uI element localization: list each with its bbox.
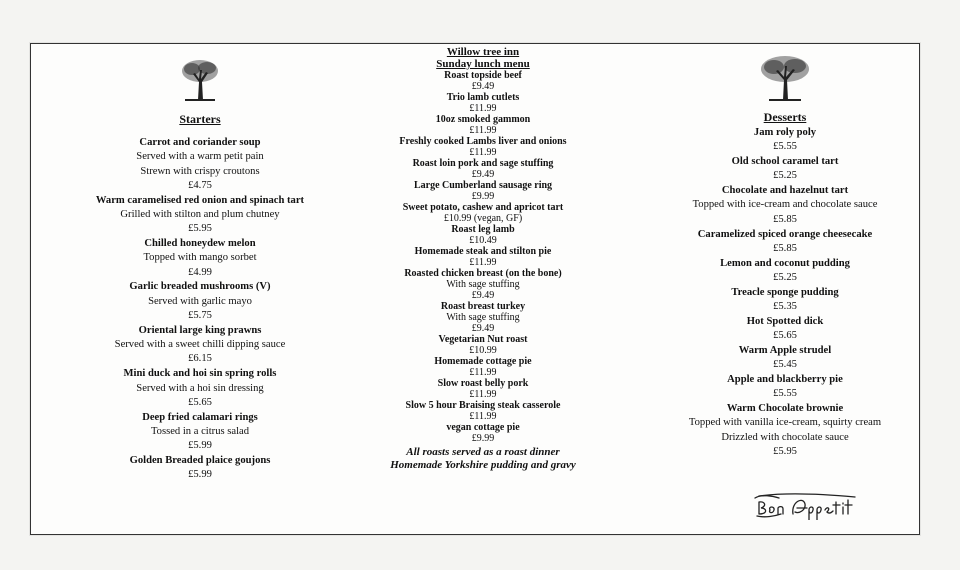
dish-price: £10.99 (vegan, GF) bbox=[443, 213, 523, 224]
dish-price: £5.85 bbox=[773, 242, 797, 254]
dish-price: £5.95 bbox=[773, 446, 797, 458]
dish-price: £5.99 bbox=[188, 469, 212, 481]
dish-price: £5.55 bbox=[773, 141, 797, 153]
dish-name: Caramelized spiced orange cheesecake bbox=[697, 228, 873, 240]
dish-description: Served with a sweet chilli dipping sauce bbox=[114, 339, 286, 351]
dish-description: Served with garlic mayo bbox=[148, 295, 252, 307]
dish-name: 10oz smoked gammon bbox=[435, 114, 531, 125]
menu-title: Sunday lunch menu bbox=[436, 58, 530, 70]
main-item bbox=[369, 202, 597, 224]
dish-name: Hot Spotted dick bbox=[746, 315, 824, 327]
mains-footer-line-1: All roasts served as a roast dinner bbox=[406, 446, 560, 458]
main-item bbox=[369, 422, 597, 444]
dish-name: Chocolate and hazelnut tart bbox=[721, 185, 849, 197]
main-item bbox=[369, 246, 597, 268]
dish-price: £9.49 bbox=[471, 323, 495, 334]
dish-name: Sweet potato, cashew and apricot tart bbox=[402, 202, 564, 213]
dish-name: Roast loin pork and sage stuffing bbox=[412, 158, 554, 169]
dish-name: Garlic breaded mushrooms (V) bbox=[129, 281, 271, 293]
dessert-item bbox=[651, 315, 919, 344]
dish-name: Warm Chocolate brownie bbox=[726, 403, 844, 415]
dish-price: £9.49 bbox=[471, 169, 495, 180]
dessert-item bbox=[651, 228, 919, 257]
dish-name: Homemade steak and stilton pie bbox=[414, 246, 552, 257]
mains-footer-line-2: Homemade Yorkshire pudding and gravy bbox=[390, 459, 576, 471]
dish-description: Served with a hoi sin dressing bbox=[136, 382, 264, 394]
dish-price: £9.99 bbox=[471, 191, 495, 202]
dessert-item bbox=[651, 155, 919, 184]
dish-name: Roast topside beef bbox=[444, 70, 522, 81]
bon-appetit-signature bbox=[751, 492, 861, 520]
dessert-item bbox=[651, 373, 919, 402]
dish-name: Vegetarian Nut roast bbox=[438, 334, 528, 345]
starter-item bbox=[31, 411, 369, 454]
main-item bbox=[369, 158, 597, 180]
dish-name: Treacle sponge pudding bbox=[731, 286, 839, 298]
dish-description: Topped with mango sorbet bbox=[143, 252, 257, 264]
dish-price: £5.99 bbox=[188, 440, 212, 452]
main-item bbox=[369, 356, 597, 378]
desserts-list bbox=[651, 126, 919, 459]
dish-name: Large Cumberland sausage ring bbox=[413, 180, 553, 191]
main-item bbox=[369, 92, 597, 114]
starter-item bbox=[31, 280, 369, 323]
dish-name: Roast leg lamb bbox=[451, 224, 515, 235]
dish-price: £5.25 bbox=[773, 271, 797, 283]
dish-price: £11.99 bbox=[469, 103, 497, 114]
mains-column bbox=[369, 46, 597, 472]
dish-name: Deep fried calamari rings bbox=[142, 411, 258, 423]
dish-name: vegan cottage pie bbox=[446, 422, 520, 433]
starters-list bbox=[31, 136, 369, 483]
dish-price: £5.55 bbox=[773, 388, 797, 400]
dish-name: Mini duck and hoi sin spring rolls bbox=[123, 368, 277, 380]
dish-price: £5.65 bbox=[188, 396, 212, 408]
dish-name: Carrot and coriander soup bbox=[139, 137, 261, 148]
starter-item bbox=[31, 237, 369, 280]
dish-name: Warm Apple strudel bbox=[738, 344, 832, 356]
dish-name: Freshly cooked Lambs liver and onions bbox=[399, 136, 567, 147]
dessert-item bbox=[651, 344, 919, 373]
dish-price: £11.99 bbox=[469, 389, 497, 400]
dessert-item bbox=[651, 257, 919, 286]
dessert-item bbox=[651, 184, 919, 227]
main-item bbox=[369, 136, 597, 158]
dish-name: Roasted chicken breast (on the bone) bbox=[404, 268, 562, 279]
starter-item bbox=[31, 194, 369, 237]
dish-name: Trio lamb cutlets bbox=[446, 92, 520, 103]
dish-description: Strewn with crispy croutons bbox=[140, 165, 260, 177]
main-item bbox=[369, 378, 597, 400]
main-item bbox=[369, 224, 597, 246]
dish-price: £11.99 bbox=[469, 367, 497, 378]
dish-name: Slow roast belly pork bbox=[437, 378, 529, 389]
main-item bbox=[369, 400, 597, 422]
main-item bbox=[369, 334, 597, 356]
dish-price: £5.45 bbox=[773, 359, 797, 371]
starters-heading: Starters bbox=[179, 112, 221, 126]
dessert-item bbox=[651, 402, 919, 459]
dish-price: £10.99 bbox=[469, 345, 497, 356]
dish-name: Jam roly poly bbox=[753, 127, 817, 138]
dish-price: £5.65 bbox=[773, 330, 797, 342]
dish-description: With sage stuffing bbox=[446, 279, 520, 290]
dish-name: Lemon and coconut pudding bbox=[720, 257, 850, 269]
dish-name: Golden Breaded plaice goujons bbox=[129, 455, 271, 467]
dish-description: Grilled with stilton and plum chutney bbox=[120, 208, 280, 220]
main-item bbox=[369, 70, 597, 92]
dish-price: £11.99 bbox=[469, 147, 497, 158]
dish-description: Topped with ice-cream and chocolate sauce bbox=[692, 199, 878, 211]
dish-price: £10.49 bbox=[469, 235, 497, 246]
mains-list bbox=[369, 70, 597, 444]
tree-icon bbox=[757, 52, 813, 102]
dessert-item bbox=[651, 126, 919, 155]
starter-item bbox=[31, 324, 369, 367]
dish-description: Drizzled with chocolate sauce bbox=[721, 431, 849, 443]
dish-name: Chilled honeydew melon bbox=[144, 238, 256, 250]
main-item bbox=[369, 180, 597, 202]
dish-price: £5.35 bbox=[773, 301, 797, 313]
starter-item bbox=[31, 367, 369, 410]
dish-price: £6.15 bbox=[188, 353, 212, 365]
dish-price: £5.25 bbox=[773, 170, 797, 182]
dish-name: Homemade cottage pie bbox=[434, 356, 532, 367]
desserts-heading: Desserts bbox=[763, 110, 807, 124]
dish-description: Tossed in a citrus salad bbox=[150, 425, 250, 437]
dish-description: Served with a warm petit pain bbox=[136, 151, 264, 163]
starter-item bbox=[31, 454, 369, 483]
dessert-item bbox=[651, 286, 919, 315]
dish-price: £4.99 bbox=[188, 266, 212, 278]
dish-price: £5.85 bbox=[773, 213, 797, 225]
dish-price: £11.99 bbox=[469, 411, 497, 422]
dish-price: £5.95 bbox=[188, 223, 212, 235]
dish-price: £5.75 bbox=[188, 310, 212, 322]
desserts-column bbox=[651, 52, 919, 460]
menu-card bbox=[30, 43, 920, 535]
dish-price: £9.49 bbox=[471, 290, 495, 301]
starter-item bbox=[31, 136, 369, 193]
main-item bbox=[369, 268, 597, 301]
dish-name: Apple and blackberry pie bbox=[727, 374, 843, 386]
restaurant-name: Willow tree inn bbox=[446, 46, 520, 58]
dish-name: Old school caramel tart bbox=[731, 156, 839, 168]
main-item bbox=[369, 114, 597, 136]
dish-price: £11.99 bbox=[469, 257, 497, 268]
dish-price: £9.49 bbox=[471, 81, 495, 92]
tree-icon bbox=[177, 56, 223, 102]
dish-price: £4.75 bbox=[188, 179, 212, 191]
dish-description: With sage stuffing bbox=[446, 312, 520, 323]
main-item bbox=[369, 301, 597, 334]
dish-price: £9.99 bbox=[471, 433, 495, 444]
dish-description: Topped with vanilla ice-cream, squirty cream bbox=[688, 417, 882, 429]
dish-name: Slow 5 hour Braising steak casserole bbox=[405, 400, 561, 411]
dish-name: Warm caramelised red onion and spinach tart bbox=[95, 194, 305, 206]
dish-name: Roast breast turkey bbox=[440, 301, 526, 312]
dish-price: £11.99 bbox=[469, 125, 497, 136]
starters-column bbox=[31, 56, 369, 483]
dish-name: Oriental large king prawns bbox=[138, 324, 262, 336]
